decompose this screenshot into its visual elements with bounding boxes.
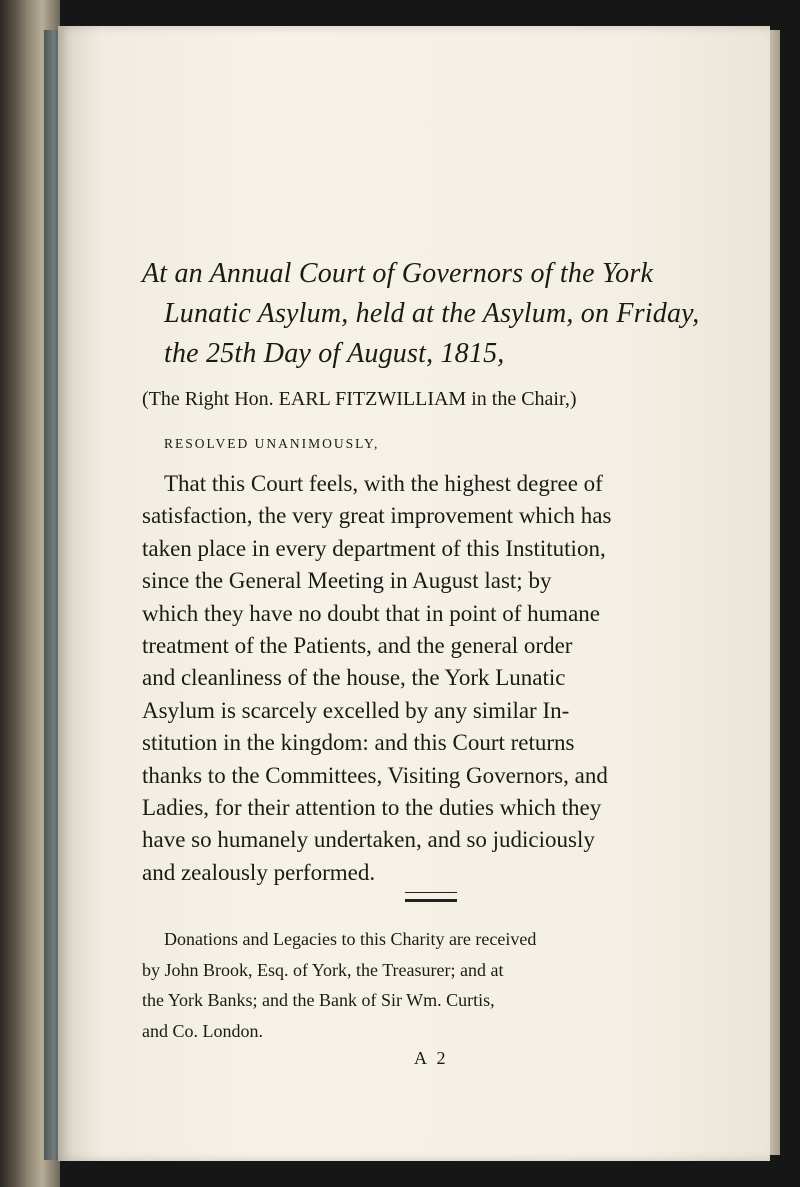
resolution-line: stitution in the kingdom: and this Court returns bbox=[142, 730, 575, 756]
section-divider bbox=[405, 892, 457, 902]
notice-line: and Co. London. bbox=[142, 1020, 263, 1041]
resolution-line: have so humanely undertaken, and so judiciously bbox=[142, 827, 595, 853]
page-sheet bbox=[58, 26, 770, 1161]
resolution-line: Ladies, for their attention to the duties which they bbox=[142, 795, 602, 821]
resolution-line: That this Court feels, with the highest degree of bbox=[164, 471, 603, 496]
resolution-line: taken place in every department of this Institution, bbox=[142, 535, 606, 561]
resolution-line: satisfaction, the very great improvement which has bbox=[142, 503, 612, 529]
heading-line-2: Lunatic Asylum, held at the Asylum, on Friday, bbox=[164, 298, 700, 329]
notice-line: Donations and Legacies to this Charity are received bbox=[164, 929, 537, 949]
resolution-text bbox=[142, 468, 702, 889]
resolution-line: since the General Meeting in August last; by bbox=[142, 568, 552, 594]
donations-notice bbox=[142, 924, 702, 1046]
resolution-line: which they have no doubt that in point of humane bbox=[142, 600, 600, 626]
resolution-line: and zealously performed. bbox=[142, 859, 376, 885]
notice-line: by John Brook, Esq. of York, the Treasurer; and at bbox=[142, 959, 504, 980]
meeting-heading bbox=[142, 254, 702, 374]
resolved-label: RESOLVED UNANIMOUSLY, bbox=[164, 436, 380, 451]
resolution-line: thanks to the Committees, Visiting Governors, and bbox=[142, 762, 608, 788]
signature-text: A 2 bbox=[414, 1048, 449, 1068]
resolution-line: and cleanliness of the house, the York Lunatic bbox=[142, 665, 566, 691]
chair-line: (The Right Hon. EARL FITZWILLIAM in the Chair,) bbox=[142, 388, 577, 410]
resolution-line: treatment of the Patients, and the general order bbox=[142, 633, 573, 659]
resolution-line: Asylum is scarcely excelled by any similar In- bbox=[142, 697, 570, 723]
notice-line: the York Banks; and the Bank of Sir Wm. Curtis, bbox=[142, 990, 495, 1010]
heading-line-3: the 25th Day of August, 1815, bbox=[164, 338, 505, 369]
heading-line-1: At an Annual Court of Governors of the York bbox=[142, 258, 654, 289]
signature-mark bbox=[414, 1048, 449, 1069]
